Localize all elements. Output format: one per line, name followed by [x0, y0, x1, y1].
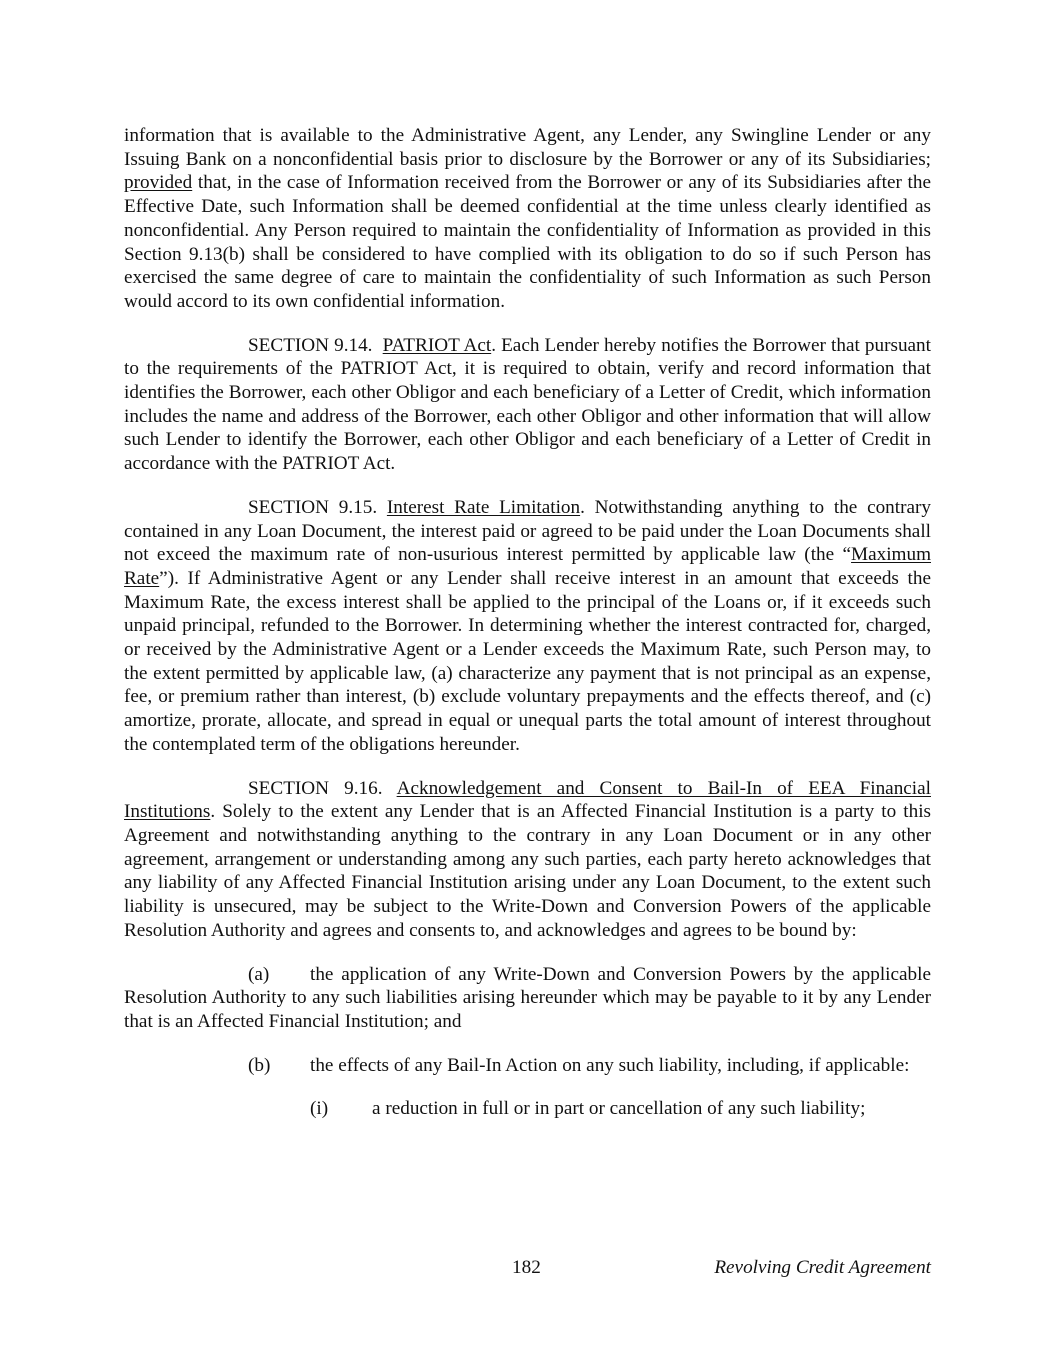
- subclause-text: a reduction in full or in part or cancellation of any such liability;: [372, 1098, 866, 1120]
- section-body: . Each Lender hereby notifies the Borrower that pursuant to the requirements of the PATRIOT Act, it is required to obtain, verify and record information that identifies the Borrower, each other Obligor and each beneficiary of a Letter of Credit, which information includes the name and address of the Borrower, each other Obligor and other information that will allow such Lender to identify the Borrower, each other Obligor and each beneficiary of a Letter of Credit in accordance with the PATRIOT Act.: [124, 334, 931, 475]
- subclause-label: (i): [310, 1098, 329, 1120]
- subclause-i: [124, 1097, 931, 1121]
- clause-label: (a): [248, 963, 270, 985]
- clause-text: the application of any Write-Down and Conversion Powers by the applicable Resolution Authority to any such liabilities arising hereunder which may be payable to it by any Lender that is an Affected Financial Institution; and: [124, 963, 931, 1032]
- clause-a: [124, 963, 931, 1034]
- continuation-paragraph: [124, 124, 931, 314]
- page-number: 182: [512, 1257, 541, 1278]
- defined-term-provided: provided: [124, 172, 193, 194]
- section-9-14: [124, 334, 931, 476]
- clause-b: [124, 1054, 931, 1078]
- page-footer: [124, 1257, 931, 1281]
- section-9-16: [124, 777, 931, 943]
- section-9-15: [124, 496, 931, 757]
- section-body: . Notwithstanding anything to the contrary contained in any Loan Document, the interest paid or agreed to be paid under the Loan Documents shall not exceed the maximum rate of non-usurious interest permitted by applicable law (the “: [124, 496, 931, 566]
- section-number: SECTION 9.14.: [248, 334, 373, 356]
- section-title: Interest Rate Limitation: [386, 496, 581, 518]
- clause-text: the effects of any Bail-In Action on any such liability, including, if applicable:: [310, 1054, 910, 1076]
- section-number: SECTION 9.16.: [248, 777, 383, 799]
- paragraph-text: that, in the case of Information received from the Borrower or any of its Subsidiaries after the Effective Date, such Information shall be deemed confidential at the time unless clearly identified as nonconfidential. Any Person required to maintain the confidentiality of Information as provided in this Section 9.13(b) shall be considered to have complied with its obligation to do so if such Person has exercised the same degree of care to maintain the confidentiality of such Information as such Person would accord to its own confidential information.: [124, 172, 931, 312]
- defined-term-maximum-rate: Maximum Rate: [124, 544, 931, 589]
- section-body: ”). If Administrative Agent or any Lender shall receive interest in an amount that exceeds the Maximum Rate, the excess interest shall be applied to the principal of the Loans or, if it exceeds such unpaid principal, refunded to the Borrower. In determining whether the interest contracted for, charged, or received by the Administrative Agent or a Lender exceeds the Maximum Rate, such Person may, to the extent permitted by applicable law, (a) characterize any payment that is not principal as an expense, fee, or premium rather than interest, (b) exclude voluntary prepayments and the effects thereof, and (c) amortize, prorate, allocate, and spread in equal or unequal parts the total amount of interest throughout the contemplated term of the obligations hereunder.: [124, 567, 931, 755]
- document-page: [124, 124, 931, 1121]
- section-body: . Solely to the extent any Lender that is an Affected Financial Institution is a party to this Agreement and notwithstanding anything to the contrary in any Loan Document or in any other agreement, arrangement or understanding among any such parties, each party hereto acknowledges that any liability of any Affected Financial Institution arising under any Loan Document, to the extent such liability is unsecured, may be subject to the Write-Down and Conversion Powers of the applicable Resolution Authority and agrees and consents to, and acknowledges and agrees to be bound by:: [124, 801, 931, 941]
- paragraph-text: information that is available to the Administrative Agent, any Lender, any Swingline Lender or any Issuing Bank on a nonconfidential basis prior to disclosure by the Borrower or any of its Subsidiaries;: [124, 125, 931, 170]
- section-number: SECTION 9.15.: [248, 496, 378, 518]
- footer-document-title: Revolving Credit Agreement: [714, 1257, 931, 1278]
- clause-label: (b): [248, 1054, 271, 1076]
- section-title: PATRIOT Act: [382, 334, 492, 356]
- section-title: Acknowledgement and Consent to Bail-In of EEA Financial Institutions: [124, 777, 931, 823]
